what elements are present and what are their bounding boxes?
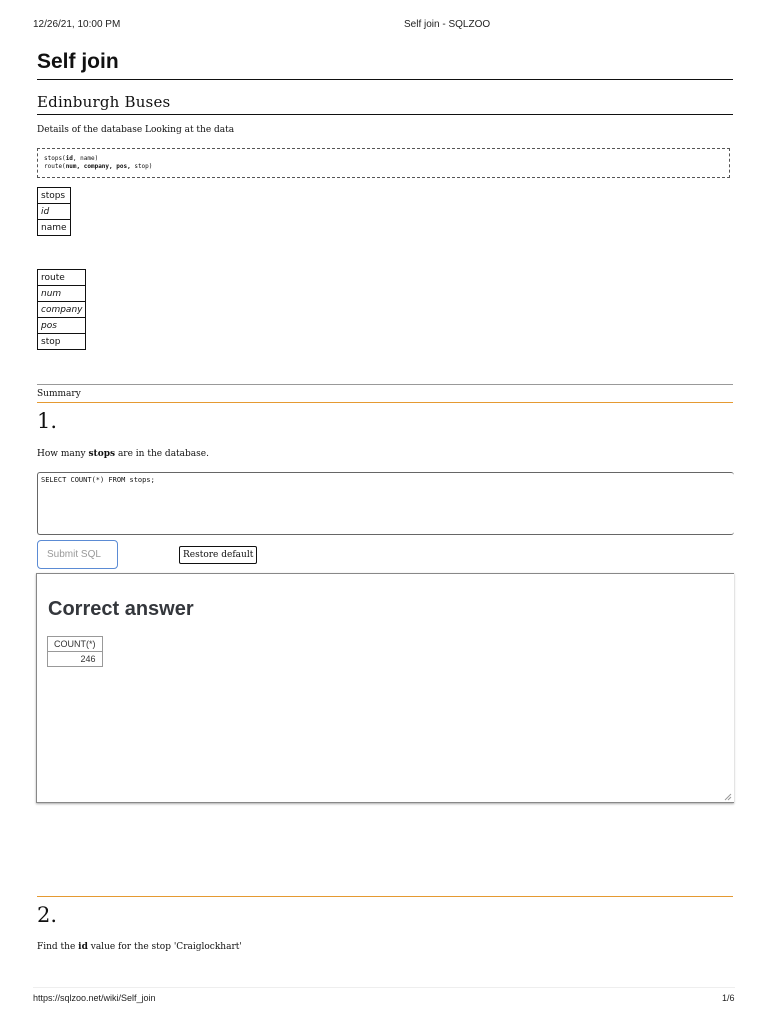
stops-field-name: name [38,220,71,236]
schema-box [37,148,730,178]
resize-grip-glyph [724,793,732,801]
q2-text-bold: id [78,942,88,952]
q1-text-post: are in the database. [115,449,209,459]
question1-text [37,449,209,459]
schema-route-keys: num, company, pos, [65,163,131,170]
question1-number: 1. [37,409,58,433]
page-title: Self join [37,50,119,73]
print-page-indicator: 1/6 [722,993,735,1003]
resize-grip-icon[interactable] [724,793,732,803]
stops-table [37,187,71,236]
result-value: 246 [48,652,103,667]
footer-divider [33,987,735,988]
schema-stops-line [44,155,729,163]
question1-divider [37,402,733,403]
title-divider [37,79,733,80]
result-table [47,636,103,667]
q1-text-pre: How many [37,449,89,459]
restore-default-button[interactable]: Restore default [179,546,257,564]
sql-editor[interactable]: SELECT COUNT(*) FROM stops; [37,472,734,535]
route-table [37,269,86,350]
route-table-header: route [38,270,86,286]
stops-table-header: stops [38,188,71,204]
q1-text-bold: stops [88,449,116,459]
section-divider [37,114,733,115]
schema-route-pre: route( [44,163,66,170]
summary-toggle[interactable]: Summary [37,389,81,399]
details-text: Details of the database Looking at the data [37,125,235,135]
print-datetime: 12/26/21, 10:00 PM [33,19,121,30]
route-field-company: company [38,302,86,318]
answer-title: Correct answer [48,598,194,620]
route-field-pos: pos [38,318,86,334]
schema-route-rest: stop) [130,163,153,170]
q2-text-pre: Find the [37,942,79,952]
question2-number: 2. [37,903,58,927]
section-title: Edinburgh Buses [37,93,171,111]
print-url: https://sqlzoo.net/wiki/Self_join [33,993,156,1003]
schema-stops-rest: , name) [72,155,99,162]
print-doc-title: Self join - SQLZOO [404,19,491,30]
question2-text [37,942,242,952]
route-field-num: num [38,286,86,302]
schema-route-line [44,163,729,171]
route-field-stop: stop [38,334,86,350]
result-header: COUNT(*) [48,637,103,652]
stops-field-id: id [38,204,71,220]
summary-divider [37,384,733,385]
schema-stops-key: id [65,155,73,162]
question2-divider [37,896,733,897]
schema-stops-pre: stops( [44,155,66,162]
q2-text-post: value for the stop 'Craiglockhart' [87,942,242,952]
submit-sql-button[interactable]: Submit SQL [37,540,118,569]
